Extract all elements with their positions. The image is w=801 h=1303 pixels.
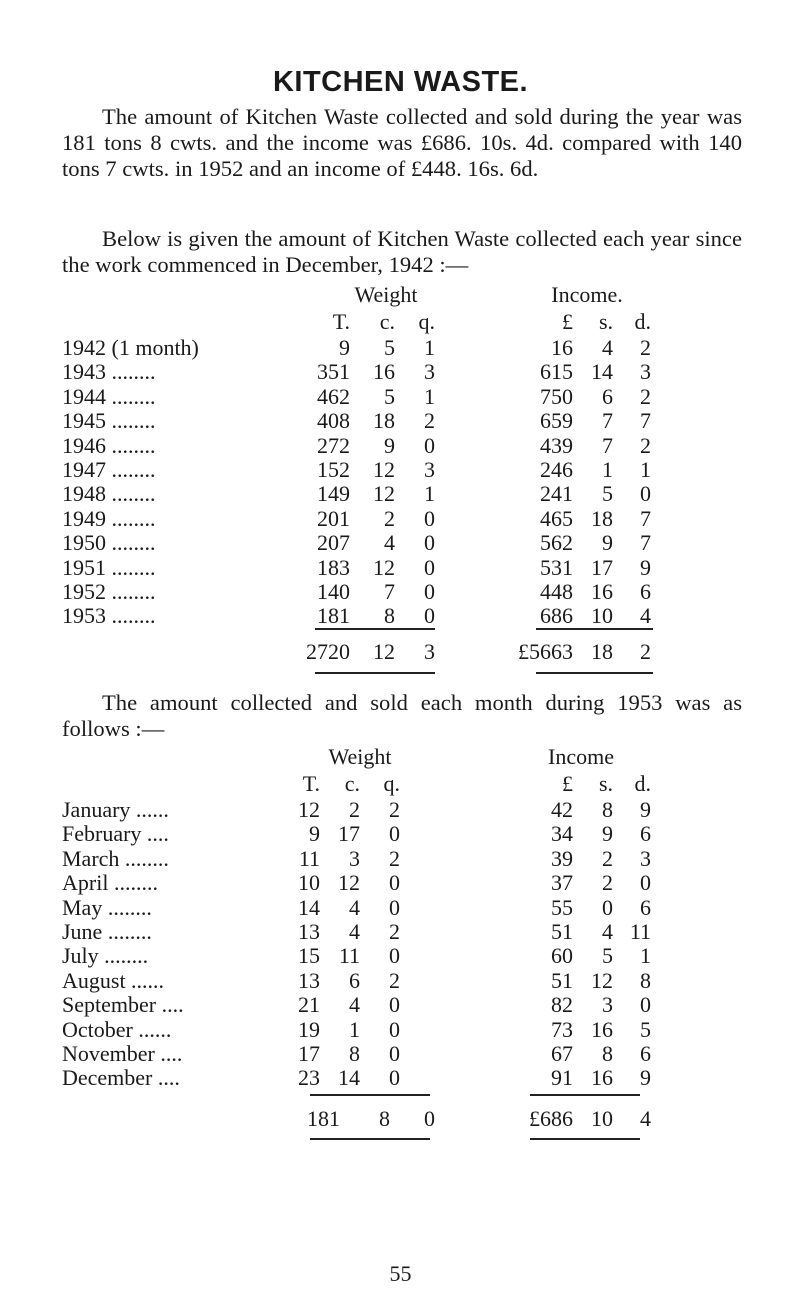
weight-total-rule-top (315, 628, 435, 630)
table-row (0, 1017, 801, 1041)
table-row (0, 943, 801, 967)
cell-pounds: 73 (551, 1016, 573, 1042)
cell-tons: 15 (298, 943, 320, 969)
cell-pence: 1 (640, 943, 651, 969)
cell-tons: 23 (298, 1065, 320, 1091)
cell-pence: 4 (640, 603, 651, 629)
cell-tons: 21 (298, 992, 320, 1018)
cell-shillings: 10 (591, 603, 613, 629)
cell-pence: 2 (640, 335, 651, 360)
cell-tons: 13 (298, 967, 320, 993)
income-total-rule-top (536, 628, 653, 630)
cell-cwt: 12 (373, 481, 395, 507)
cell-pounds: 37 (551, 870, 573, 896)
table-row (0, 968, 801, 992)
cell-shillings: 7 (602, 408, 613, 434)
weight-total-rule-bottom (315, 672, 435, 674)
cell-shillings: 18 (591, 505, 613, 531)
row-label: March ........ (62, 845, 169, 871)
cell-pounds: 51 (551, 967, 573, 993)
table-row (0, 1041, 801, 1065)
cell-cwt: 5 (384, 335, 395, 360)
table-row (0, 1065, 801, 1089)
cell-pounds: 439 (540, 432, 573, 458)
total-qtr: 3 (424, 639, 435, 664)
cell-tons: 9 (309, 821, 320, 847)
row-label: 1952 ........ (62, 579, 156, 604)
cell-pence: 8 (640, 967, 651, 993)
cell-tons: 13 (298, 919, 320, 944)
cell-shillings: 16 (591, 1065, 613, 1091)
total-cwt: 12 (373, 639, 395, 664)
yearly-total-row (0, 639, 801, 663)
cell-pence: 3 (640, 359, 651, 385)
row-label: November .... (62, 1041, 183, 1066)
cell-tons: 408 (317, 408, 350, 434)
cell-shillings: 14 (591, 359, 613, 385)
cell-shillings: 5 (602, 943, 613, 969)
table-row (0, 603, 801, 627)
row-label: 1948 ........ (62, 481, 156, 507)
monthly-income-header: Income (548, 744, 614, 769)
cell-pounds: 448 (540, 579, 573, 604)
cell-qtr: 2 (389, 967, 400, 993)
monthly-total-pence: 4 (640, 1106, 651, 1131)
cell-shillings: 4 (602, 335, 613, 360)
monthly-total-cwt: 8 (379, 1106, 390, 1131)
tons-unit: T. (332, 309, 350, 334)
cell-cwt: 17 (338, 821, 360, 847)
table-row (0, 821, 801, 845)
cell-cwt: 16 (373, 359, 395, 385)
cell-pence: 0 (640, 870, 651, 896)
cell-pounds: 16 (551, 335, 573, 360)
shilling-unit: s. (598, 309, 613, 334)
row-label: July ........ (62, 943, 149, 969)
cell-qtr: 0 (389, 1065, 400, 1091)
cell-tons: 272 (317, 432, 350, 458)
cell-pence: 6 (640, 894, 651, 920)
cell-pence: 7 (640, 505, 651, 531)
row-label: February .... (62, 821, 169, 847)
cell-pounds: 42 (551, 797, 573, 822)
cell-pence: 11 (629, 919, 651, 944)
monthly-total-qtr: 0 (424, 1106, 435, 1131)
cell-cwt: 5 (384, 383, 395, 409)
total-pounds: £5663 (518, 639, 573, 664)
cell-shillings: 8 (602, 797, 613, 822)
cell-pence: 0 (640, 992, 651, 1018)
monthly-income-rule-top (530, 1094, 640, 1096)
cell-cwt: 6 (349, 967, 360, 993)
cell-cwt: 4 (349, 919, 360, 944)
cell-pounds: 91 (551, 1065, 573, 1091)
cell-pounds: 34 (551, 821, 573, 847)
monthly-qtr-unit: q. (383, 771, 400, 796)
cell-qtr: 0 (389, 1041, 400, 1066)
cell-qtr: 3 (424, 457, 435, 482)
cell-qtr: 2 (389, 797, 400, 822)
cell-pence: 7 (640, 408, 651, 434)
cell-shillings: 2 (602, 870, 613, 896)
row-label: 1953 ........ (62, 603, 156, 629)
cell-tons: 152 (317, 457, 350, 482)
income-header: Income. (551, 282, 623, 307)
table-row (0, 481, 801, 505)
cell-pounds: 60 (551, 943, 573, 969)
cell-cwt: 4 (384, 530, 395, 556)
row-label: December .... (62, 1065, 180, 1091)
cell-pence: 9 (640, 1065, 651, 1091)
cell-pence: 9 (640, 554, 651, 580)
cell-qtr: 2 (424, 408, 435, 434)
cell-pence: 6 (640, 821, 651, 847)
table-row (0, 555, 801, 579)
cell-pounds: 465 (540, 505, 573, 531)
cell-qtr: 1 (424, 481, 435, 507)
total-shillings: 18 (591, 639, 613, 664)
monthly-shilling-unit: s. (598, 771, 613, 796)
cell-cwt: 12 (373, 554, 395, 580)
cell-pence: 2 (640, 383, 651, 409)
monthly-income-rule-bottom (530, 1138, 640, 1140)
cell-tons: 207 (317, 530, 350, 556)
cell-qtr: 0 (424, 505, 435, 531)
cell-cwt: 11 (338, 943, 360, 969)
cell-pence: 2 (640, 432, 651, 458)
pence-unit: d. (634, 309, 651, 334)
table-row (0, 870, 801, 894)
cell-cwt: 3 (349, 845, 360, 871)
cell-qtr: 0 (389, 992, 400, 1018)
monthly-cwt-unit: c. (344, 771, 360, 796)
cell-shillings: 16 (591, 1016, 613, 1042)
table-row (0, 895, 801, 919)
cell-shillings: 2 (602, 845, 613, 871)
monthly-intro-paragraph: The amount collected and sold each month during 1953 was as follows :— (62, 690, 742, 741)
cell-pounds: 39 (551, 845, 573, 871)
monthly-pence-unit: d. (634, 771, 651, 796)
cell-qtr: 1 (424, 335, 435, 360)
cell-qtr: 0 (424, 432, 435, 458)
cell-pounds: 67 (551, 1041, 573, 1066)
cell-pence: 6 (640, 579, 651, 604)
row-label: January ...... (62, 797, 169, 822)
cell-pence: 5 (640, 1016, 651, 1042)
table-row (0, 384, 801, 408)
cell-pounds: 55 (551, 894, 573, 920)
cell-pence: 7 (640, 530, 651, 556)
row-label: 1950 ........ (62, 530, 156, 556)
cell-pounds: 246 (540, 457, 573, 482)
cell-shillings: 7 (602, 432, 613, 458)
table-row (0, 797, 801, 821)
page-title: KITCHEN WASTE. (272, 66, 529, 98)
cell-pence: 9 (640, 797, 651, 822)
monthly-total-row (0, 1106, 801, 1130)
cell-shillings: 9 (602, 821, 613, 847)
cell-cwt: 4 (349, 992, 360, 1018)
cell-tons: 201 (317, 505, 350, 531)
cell-pounds: 241 (540, 481, 573, 507)
cell-pounds: 686 (540, 603, 573, 629)
cell-tons: 19 (298, 1016, 320, 1042)
monthly-pound-unit: £ (562, 771, 573, 796)
cell-qtr: 0 (389, 821, 400, 847)
row-label: 1949 ........ (62, 505, 156, 531)
table-row (0, 919, 801, 943)
monthly-total-shillings: 10 (591, 1106, 613, 1131)
cell-tons: 181 (317, 603, 350, 629)
cell-shillings: 12 (591, 967, 613, 993)
monthly-group-header-row (0, 744, 801, 768)
cell-qtr: 1 (424, 383, 435, 409)
table-row (0, 992, 801, 1016)
yearly-intro-paragraph: Below is given the amount of Kitchen Waste collected each year since the work commenced in December, 1942 :— (62, 226, 742, 277)
table-row (0, 433, 801, 457)
cell-shillings: 6 (602, 383, 613, 409)
row-label: September .... (62, 992, 184, 1018)
monthly-weight-rule-bottom (310, 1138, 430, 1140)
monthly-tons-unit: T. (302, 771, 320, 796)
cell-shillings: 8 (602, 1041, 613, 1066)
cell-shillings: 1 (602, 457, 613, 482)
total-tons: 2720 (306, 639, 350, 664)
monthly-total-tons: 181 (307, 1106, 340, 1131)
cell-tons: 149 (317, 481, 350, 507)
cell-qtr: 0 (389, 870, 400, 896)
monthly-weight-rule-top (310, 1094, 430, 1096)
intro-paragraph: The amount of Kitchen Waste collected and sold during the year was 181 tons 8 cwts. and the income was £686. 10s. 4d. compared with 140 tons 7 cwts. in 1952 and an income of £448. 16s. 6d. (62, 104, 742, 181)
cell-shillings: 0 (602, 894, 613, 920)
monthly-unit-header-row (0, 771, 801, 795)
cell-shillings: 4 (602, 919, 613, 944)
total-pence: 2 (640, 639, 651, 664)
cell-qtr: 3 (424, 359, 435, 385)
cell-tons: 462 (317, 383, 350, 409)
cell-pounds: 659 (540, 408, 573, 434)
cell-tons: 183 (317, 554, 350, 580)
cell-qtr: 2 (389, 919, 400, 944)
cell-tons: 17 (298, 1041, 320, 1066)
cell-cwt: 9 (384, 432, 395, 458)
cell-cwt: 14 (338, 1065, 360, 1091)
cell-tons: 14 (298, 894, 320, 920)
cell-shillings: 9 (602, 530, 613, 556)
cell-cwt: 8 (349, 1041, 360, 1066)
page-number: 55 (389, 1261, 412, 1286)
monthly-total-pounds: £686 (529, 1106, 573, 1131)
row-label: 1945 ........ (62, 408, 156, 434)
cell-tons: 11 (298, 845, 320, 871)
row-label: 1947 ........ (62, 457, 156, 482)
cell-cwt: 4 (349, 894, 360, 920)
table-row (0, 530, 801, 554)
cell-qtr: 0 (424, 603, 435, 629)
cell-cwt: 18 (373, 408, 395, 434)
row-label: 1943 ........ (62, 359, 156, 385)
cell-shillings: 16 (591, 579, 613, 604)
cell-qtr: 2 (389, 845, 400, 871)
cell-pence: 6 (640, 1041, 651, 1066)
cell-pence: 3 (640, 845, 651, 871)
cell-tons: 351 (317, 359, 350, 385)
cell-pounds: 82 (551, 992, 573, 1018)
cell-cwt: 8 (384, 603, 395, 629)
income-total-rule-bottom (536, 672, 653, 674)
pound-unit: £ (562, 309, 573, 334)
yearly-group-header-row (0, 282, 801, 306)
cell-pounds: 531 (540, 554, 573, 580)
cell-pounds: 562 (540, 530, 573, 556)
table-row (0, 408, 801, 432)
cwt-unit: c. (379, 309, 395, 334)
cell-tons: 140 (317, 579, 350, 604)
yearly-unit-header-row (0, 309, 801, 333)
cell-tons: 9 (339, 335, 350, 360)
cell-pounds: 615 (540, 359, 573, 385)
cell-pounds: 51 (551, 919, 573, 944)
cell-qtr: 0 (389, 943, 400, 969)
row-label: May ........ (62, 894, 152, 920)
cell-pence: 0 (640, 481, 651, 507)
row-label: 1946 ........ (62, 432, 156, 458)
cell-shillings: 5 (602, 481, 613, 507)
cell-qtr: 0 (389, 1016, 400, 1042)
table-row (0, 335, 801, 359)
cell-qtr: 0 (424, 579, 435, 604)
cell-shillings: 3 (602, 992, 613, 1018)
monthly-weight-header: Weight (328, 744, 392, 769)
cell-qtr: 0 (424, 530, 435, 556)
table-row (0, 359, 801, 383)
cell-cwt: 1 (349, 1016, 360, 1042)
table-row (0, 457, 801, 481)
cell-cwt: 12 (373, 457, 395, 482)
cell-cwt: 7 (384, 579, 395, 604)
row-label: August ...... (62, 967, 165, 993)
cell-tons: 12 (298, 797, 320, 822)
row-label: October ...... (62, 1016, 172, 1042)
row-label: 1951 ........ (62, 554, 156, 580)
table-row (0, 506, 801, 530)
cell-cwt: 12 (338, 870, 360, 896)
table-row (0, 579, 801, 603)
row-label: June ........ (62, 919, 152, 944)
cell-tons: 10 (298, 870, 320, 896)
cell-cwt: 2 (349, 797, 360, 822)
cell-qtr: 0 (389, 894, 400, 920)
table-row (0, 846, 801, 870)
cell-pence: 1 (640, 457, 651, 482)
cell-qtr: 0 (424, 554, 435, 580)
cell-shillings: 17 (591, 554, 613, 580)
row-label: 1944 ........ (62, 383, 156, 409)
qtr-unit: q. (418, 309, 435, 334)
row-label: 1942 (1 month) (62, 335, 199, 360)
cell-cwt: 2 (384, 505, 395, 531)
row-label: April ........ (62, 870, 158, 896)
cell-pounds: 750 (540, 383, 573, 409)
weight-header: Weight (354, 282, 418, 307)
